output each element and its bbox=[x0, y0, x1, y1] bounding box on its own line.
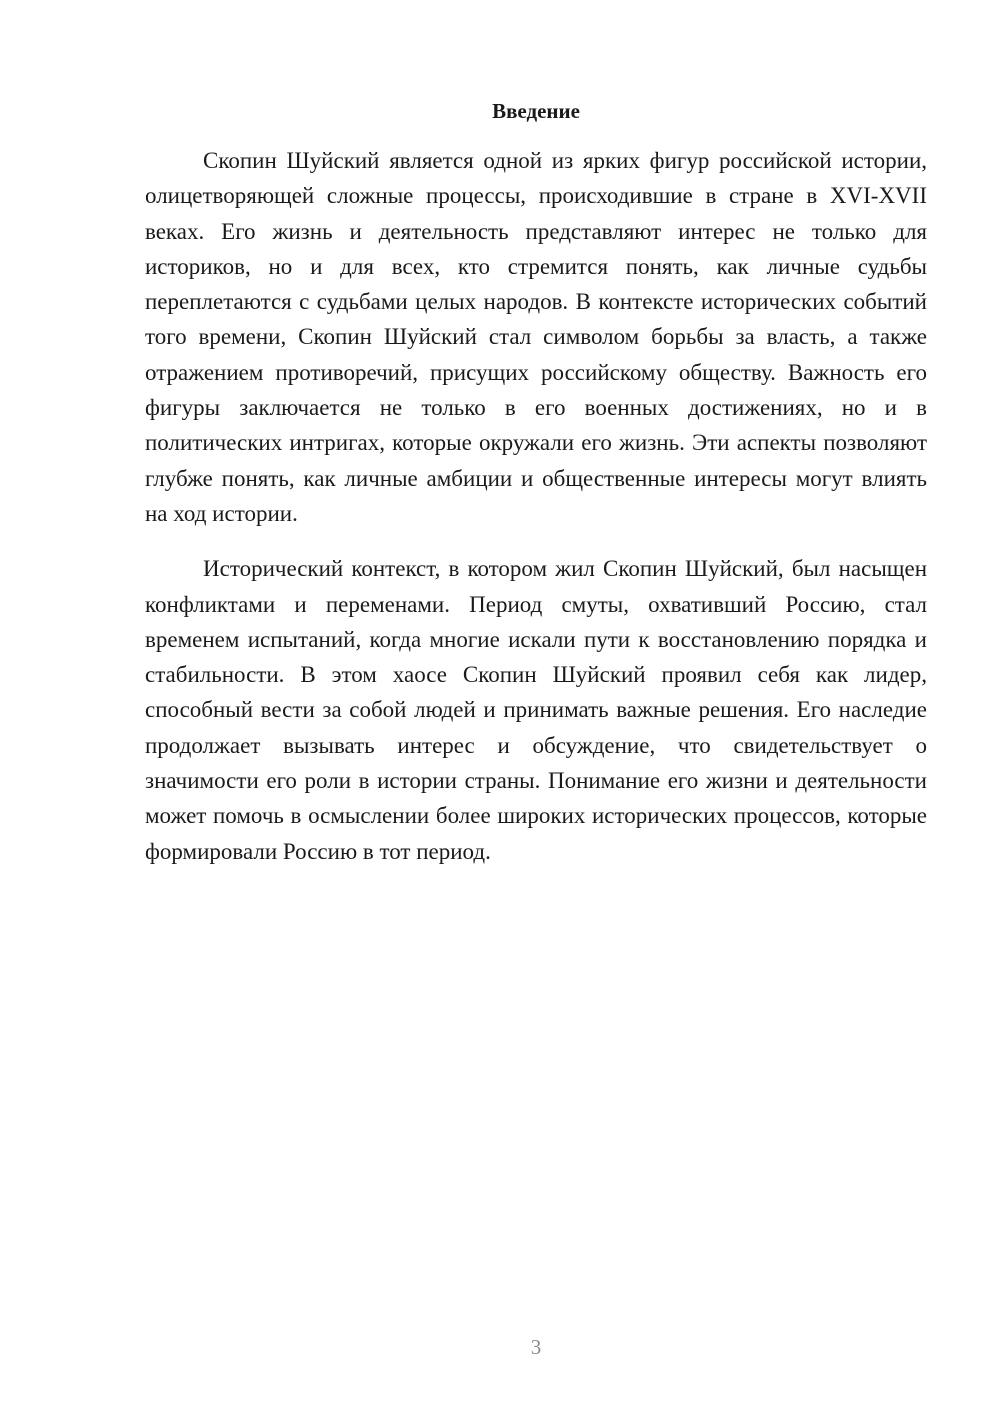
section-heading: Введение bbox=[492, 99, 580, 123]
paragraph-1: Скопин Шуйский является одной из ярких фигур российской истории, олицетворяющей сложные процессы, происходившие в стране в XVI-XVII веках. Его жизнь и деятельность представляют интерес не только для историков, но и для всех, кто стремится понять, как личные судьбы переплетаются с судьбами целых народов. В контексте исторических событий того времени, Скопин Шуйский стал символом борьбы за власть, а также отражением противоречий, присущих российскому обществу. Важность его фигуры заключается не только в его военных достижениях, но и в политических интригах, которые окружали его жизнь. Эти аспекты позволяют глубже понять, как личные амбиции и общественные интересы могут влиять на ход истории. bbox=[145, 148, 927, 526]
page-number: 3 bbox=[530, 1335, 542, 1359]
body-text bbox=[145, 143, 927, 869]
paragraph-2: Исторический контекст, в котором жил Скопин Шуйский, был насыщен конфликтами и переменами. Период смуты, охвативший Россию, стал временем испытаний, когда многие искали пути к восстановлению порядка и стабильности. В этом хаосе Скопин Шуйский проявил себя как лидер, способный вести за собой людей и принимать важные решения. Его наследие продолжает вызывать интерес и обсуждение, что свидетельствует о значимости его роли в истории страны. Понимание его жизни и деятельности может помочь в осмыслении более широких исторических процессов, которые формировали Россию в тот период. bbox=[145, 556, 927, 864]
